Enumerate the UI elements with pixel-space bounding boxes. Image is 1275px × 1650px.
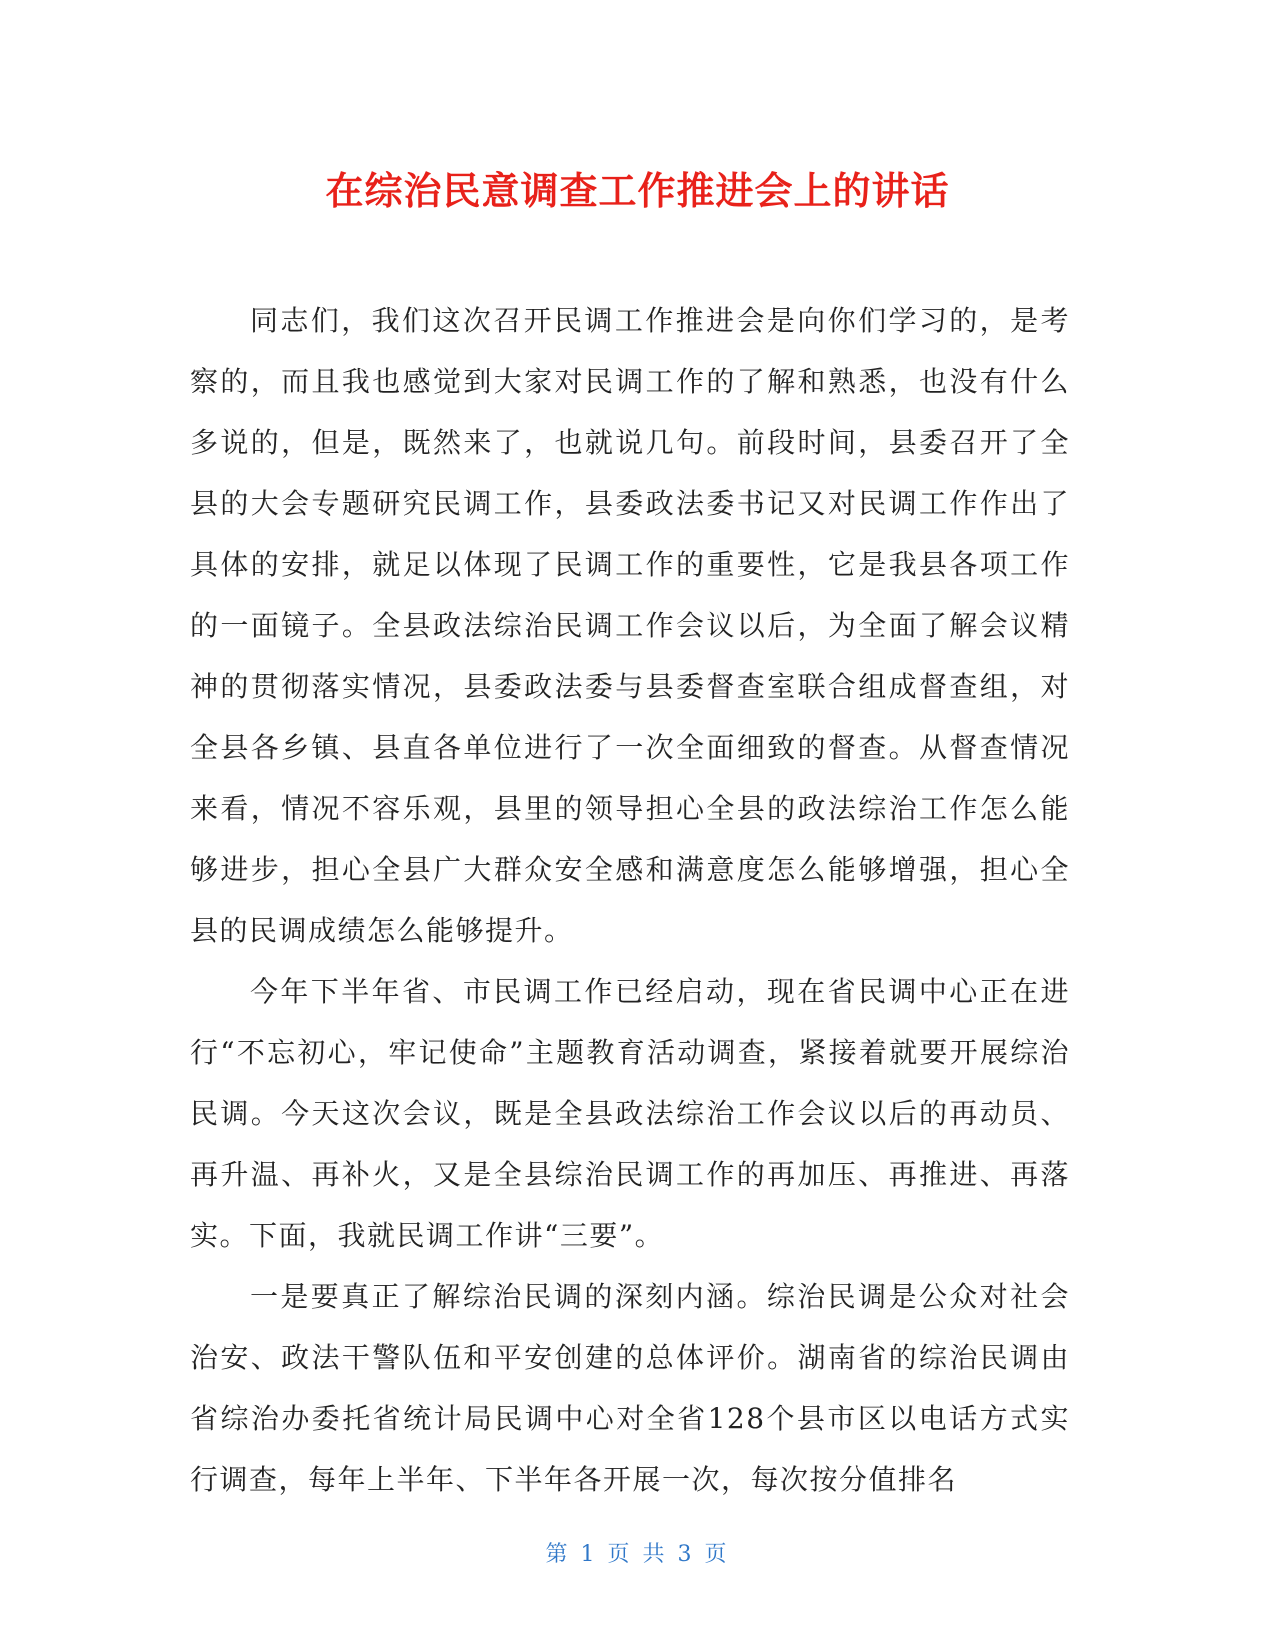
document-title: 在综治民意调查工作推进会上的讲话 bbox=[325, 169, 950, 213]
paragraph: 同志们，我们这次召开民调工作推进会是向你们学习的，是考察的，而且我也感觉到大家对民调工作的了解和熟悉，也没有什么多说的，但是，既然来了，也就说几句。前段时间，县委召开了全县的大会专题研究民调工作，县委政法委书记又对民调工作作出了具体的安排，就足以体现了民调工作的重要性，它是我县各项工作的一面镜子。全县政法综治民调工作会议以后，为全面了解会议精神的贯彻落实情况，县委政法委与县委督查室联合组成督查组，对全县各乡镇、县直各单位进行了一次全面细致的督查。从督查情况来看，情况不容乐观，县里的领导担心全县的政法综治工作怎么能够进步，担心全县广大群众安全感和满意度怎么能够增强，担心全县的民调成绩怎么能够提升。 bbox=[190, 304, 1070, 947]
page-number-footer: 第 1 页 共 3 页 bbox=[545, 1542, 730, 1567]
paragraph: 今年下半年省、市民调工作已经启动，现在省民调中心正在进行“不忘初心，牢记使命”主题教育活动调查，紧接着就要开展综治民调。今天这次会议，既是全县政法综治工作会议以后的再动员、再升温、再补火，又是全县综治民调工作的再加压、再推进、再落实。下面，我就民调工作讲“三要”。 bbox=[190, 975, 1070, 1252]
paragraph: 一是要真正了解综治民调的深刻内涵。综治民调是公众对社会治安、政法干警队伍和平安创建的总体评价。湖南省的综治民调由省综治办委托省统计局民调中心对全省128个县市区以电话方式实行调查，每年上半年、下半年各开展一次，每次按分值排名 bbox=[190, 1280, 1070, 1496]
document-body bbox=[190, 290, 1070, 1510]
